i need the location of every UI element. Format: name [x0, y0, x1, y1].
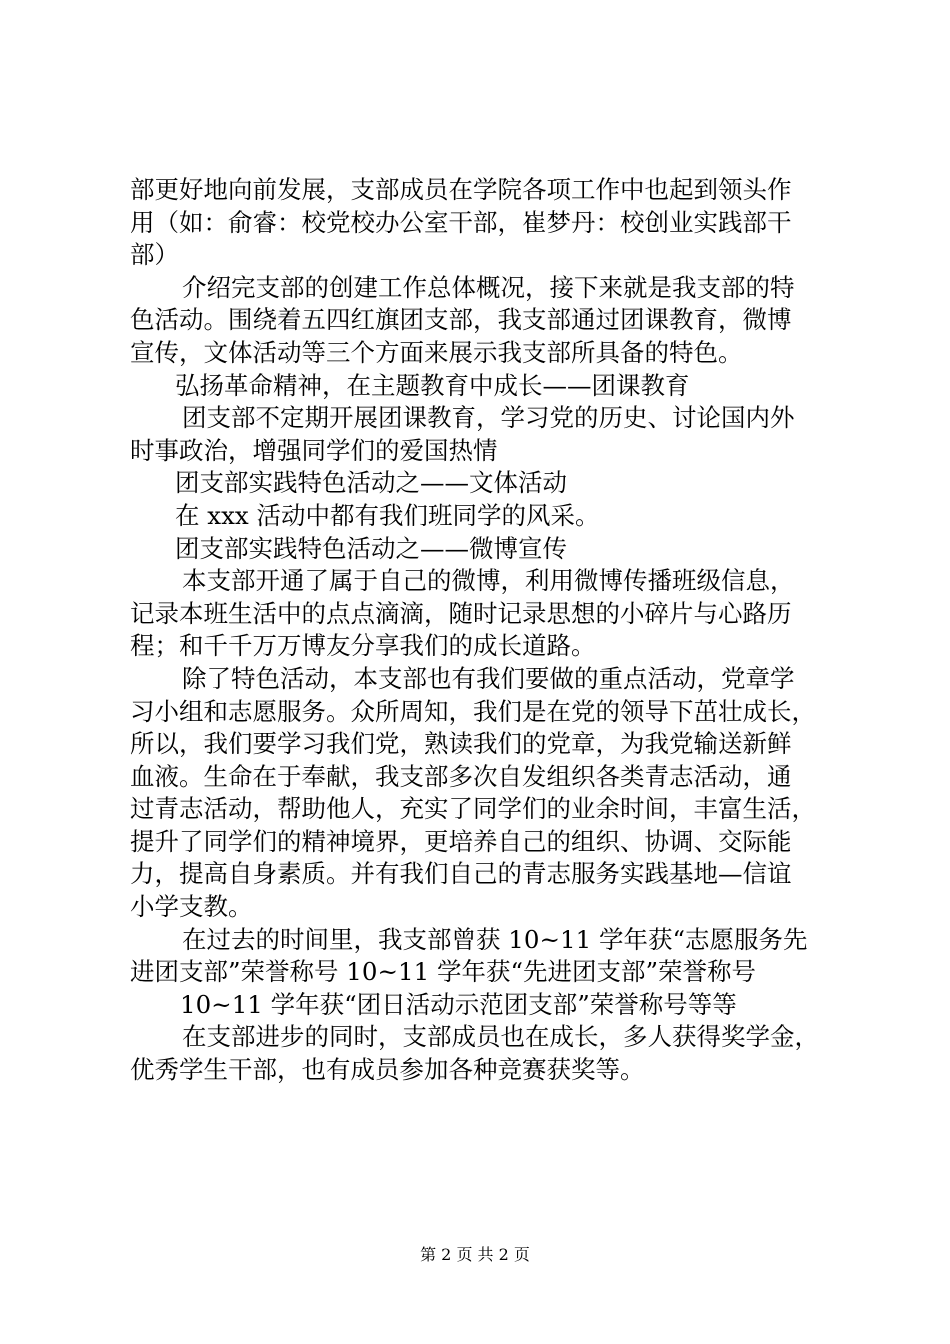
- text-line: 用（如：俞睿：校党校办公室干部，崔梦丹：校创业实践部干: [130, 207, 792, 237]
- text-line: 时事政治，增强同学们的爱国热情: [130, 435, 498, 465]
- text-line: 本支部开通了属于自己的微博，利用微博传播班级信息，: [182, 566, 795, 596]
- text-line: 所以，我们要学习我们党，熟读我们的党章，为我党输送新鲜: [130, 729, 792, 759]
- text-line: 过青志活动，帮助他人，充实了同学们的业余时间，丰富生活，: [130, 794, 816, 824]
- heading-sports-activity: [130, 467, 842, 500]
- text-line: 记录本班生活中的点点滴滴，随时记录思想的小碎片与心路历: [130, 598, 792, 628]
- text-line: 团支部实践特色活动之——微博宣传: [175, 533, 567, 563]
- text-line: 在 xxx 活动中都有我们班同学的风采。: [175, 500, 600, 530]
- text-line: 团支部不定期开展团课教育，学习党的历史、讨论国内外: [182, 403, 795, 433]
- paragraph-member-growth: [130, 1021, 842, 1086]
- text-line: 在过去的时间里，我支部曾获 10~11 学年获“志愿服务先: [182, 924, 808, 954]
- paragraph-intro-activities: [130, 272, 842, 370]
- text-line: 在支部进步的同时，支部成员也在成长，多人获得奖学金，: [182, 1022, 819, 1052]
- text-line: 团支部实践特色活动之——文体活动: [175, 468, 567, 498]
- paragraph-continuation: [130, 174, 842, 272]
- text-line: 弘扬革命精神，在主题教育中成长——团课教育: [175, 370, 690, 400]
- heading-weibo: [130, 533, 842, 566]
- text-line: 部更好地向前发展，支部成员在学院各项工作中也起到领头作: [130, 175, 792, 204]
- text-line: 提升了同学们的精神境界，更培养自己的组织、协调、交际能: [130, 826, 792, 856]
- text-line: 部）: [130, 240, 179, 270]
- text-line: 优秀学生干部，也有成员参加各种竞赛获奖等。: [130, 1055, 645, 1085]
- text-line: 进团支部”荣誉称号 10~11 学年获“先进团支部”荣誉称号: [130, 957, 757, 987]
- paragraph-sports-activity: [130, 500, 842, 533]
- document-body: [130, 174, 842, 1087]
- heading-party-class: [130, 370, 842, 403]
- text-line: 宣传，文体活动等三个方面来展示我支部所具备的特色。: [130, 337, 743, 367]
- paragraph-honors: [130, 924, 842, 989]
- text-line: 除了特色活动，本支部也有我们要做的重点活动，党章学: [182, 663, 795, 693]
- text-line: 程；和千千万万博友分享我们的成长道路。: [130, 631, 596, 661]
- paragraph-party-class: [130, 402, 842, 467]
- paragraph-weibo: [130, 565, 842, 663]
- text-line: 血液。生命在于奉献，我支部多次自发组织各类青志活动，通: [130, 761, 792, 791]
- page-number-label: 第 2 页 共 2 页: [420, 1245, 530, 1264]
- text-line: 小学支教。: [130, 892, 253, 922]
- text-line: 10~11 学年获“团日活动示范团支部”荣誉称号等等: [180, 989, 737, 1019]
- text-line: 习小组和志愿服务。众所周知，我们是在党的领导下茁壮成长，: [130, 696, 816, 726]
- paragraph-key-activities: [130, 663, 842, 924]
- text-line: 色活动。围绕着五四红旗团支部，我支部通过团课教育，微博: [130, 305, 792, 335]
- text-line: 介绍完支部的创建工作总体概况，接下来就是我支部的特: [182, 272, 795, 302]
- page-footer: [0, 1242, 950, 1265]
- text-line: 力，提高自身素质。并有我们自己的青志服务实践基地—信谊: [130, 859, 792, 889]
- paragraph-honors-continued: [130, 989, 842, 1022]
